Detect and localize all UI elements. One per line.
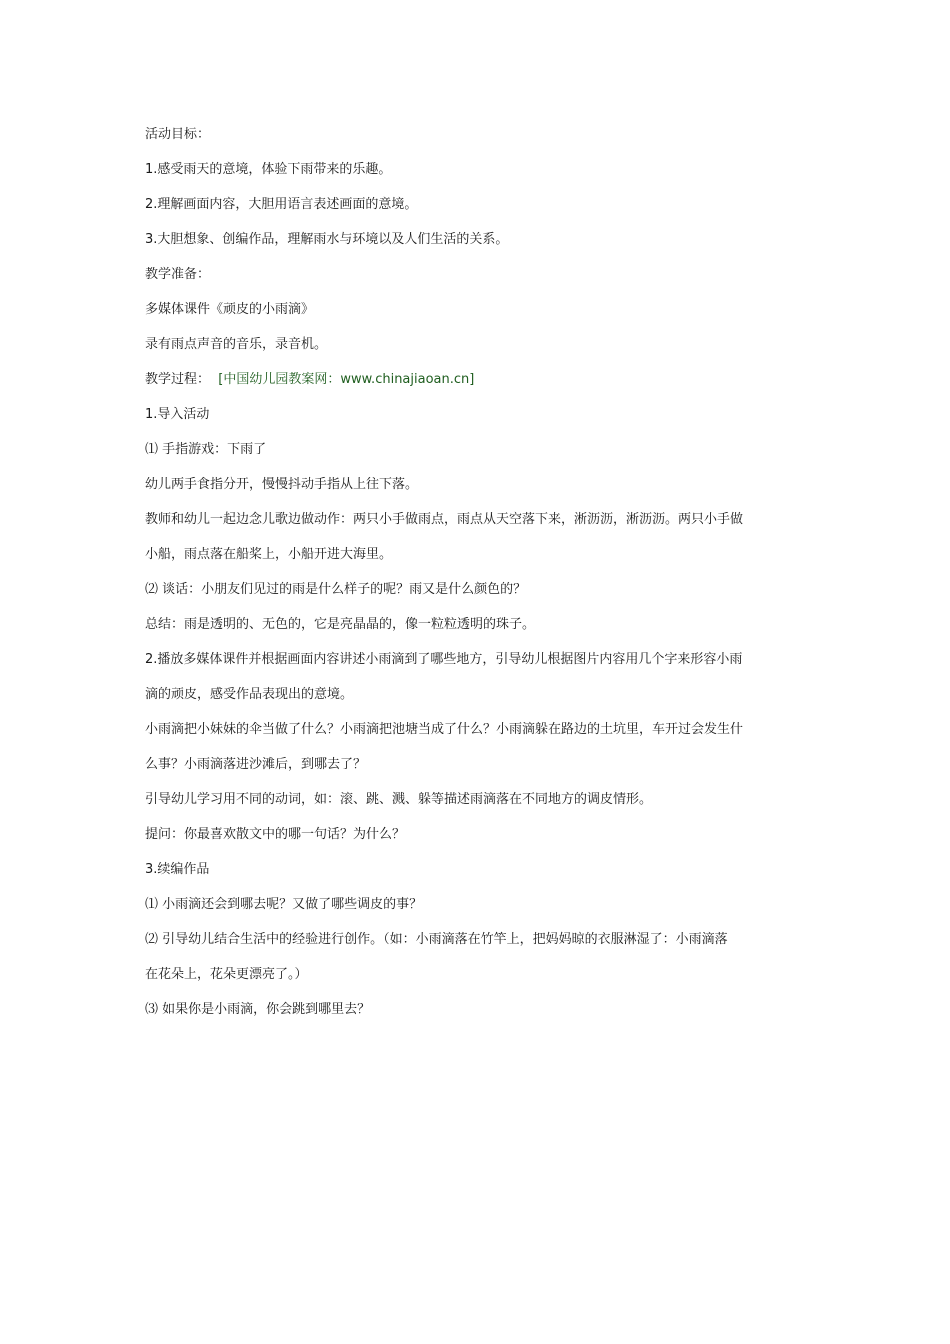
step-3-sub-3: ⑶ 如果你是小雨滴，你会跳到哪里去？ (145, 1002, 371, 1017)
step-3-sub-2: ⑵ 引导幼儿结合生活中的经验进行创作。（如：小雨滴落在竹竿上，把妈妈晾的衣服淋湿了：小雨滴落 (145, 932, 728, 947)
paragraph: 小雨滴把小妹妹的伞当做了什么？小雨滴把池塘当成了什么？小雨滴躲在路边的土坑里，车开过会发生什 (145, 722, 744, 737)
paragraph-continued: 么事？小雨滴落进沙滩后，到哪去了？ (145, 757, 367, 772)
step-3-sub-1: ⑴ 小雨滴还会到哪去呢？又做了哪些调皮的事？ (145, 897, 423, 912)
step-1-title: 1.导入活动 (145, 407, 210, 422)
paragraph: 引导幼儿学习用不同的动词，如：滚、跳、溅、躲等描述雨滴落在不同地方的调皮情形。 (145, 792, 653, 807)
heading-teaching-prep: 教学准备： (145, 267, 211, 282)
paragraph: 幼儿两手食指分开，慢慢抖动手指从上往下落。 (145, 477, 419, 492)
document-body (145, 124, 810, 1034)
paragraph-continued: 滴的顽皮，感受作品表现出的意境。 (145, 687, 354, 702)
paragraph: 提问：你最喜欢散文中的哪一句话？为什么？ (145, 827, 406, 842)
step-2-title: 2.播放多媒体课件并根据画面内容讲述小雨滴到了哪些地方，引导幼儿根据图片内容用几个字来形容小雨 (145, 652, 743, 667)
step-1-sub-2: ⑵ 谈话：小朋友们见过的雨是什么样子的呢？雨又是什么颜色的？ (145, 582, 527, 597)
prep-item-2: 录有雨点声音的音乐，录音机。 (145, 337, 328, 352)
heading-teaching-process (145, 369, 810, 391)
paragraph-continued: 在花朵上，花朵更漂亮了。） (145, 967, 308, 982)
heading-teaching-process-label: 教学过程： (145, 372, 211, 387)
paragraph: 教师和幼儿一起边念儿歌边做动作：两只小手做雨点，雨点从天空落下来，淅沥沥，淅沥沥。两只小手做 (145, 512, 744, 527)
paragraph: 总结：雨是透明的、无色的，它是亮晶晶的，像一粒粒透明的珠子。 (145, 617, 536, 632)
step-3-title: 3.续编作品 (145, 862, 210, 877)
prep-item-1: 多媒体课件《顽皮的小雨滴》 (145, 302, 315, 317)
goal-3: 3.大胆想象、创编作品，理解雨水与环境以及人们生活的关系。 (145, 232, 509, 247)
paragraph-continued: 小船，雨点落在船桨上，小船开进大海里。 (145, 547, 393, 562)
source-link[interactable]: [中国幼儿园教案网：www.chinajiaoan.cn] (218, 372, 475, 387)
step-1-sub-1: ⑴ 手指游戏：下雨了 (145, 442, 267, 457)
goal-2: 2.理解画面内容，大胆用语言表述画面的意境。 (145, 197, 418, 212)
heading-activity-goals: 活动目标： (145, 127, 211, 142)
goal-1: 1.感受雨天的意境，体验下雨带来的乐趣。 (145, 162, 392, 177)
